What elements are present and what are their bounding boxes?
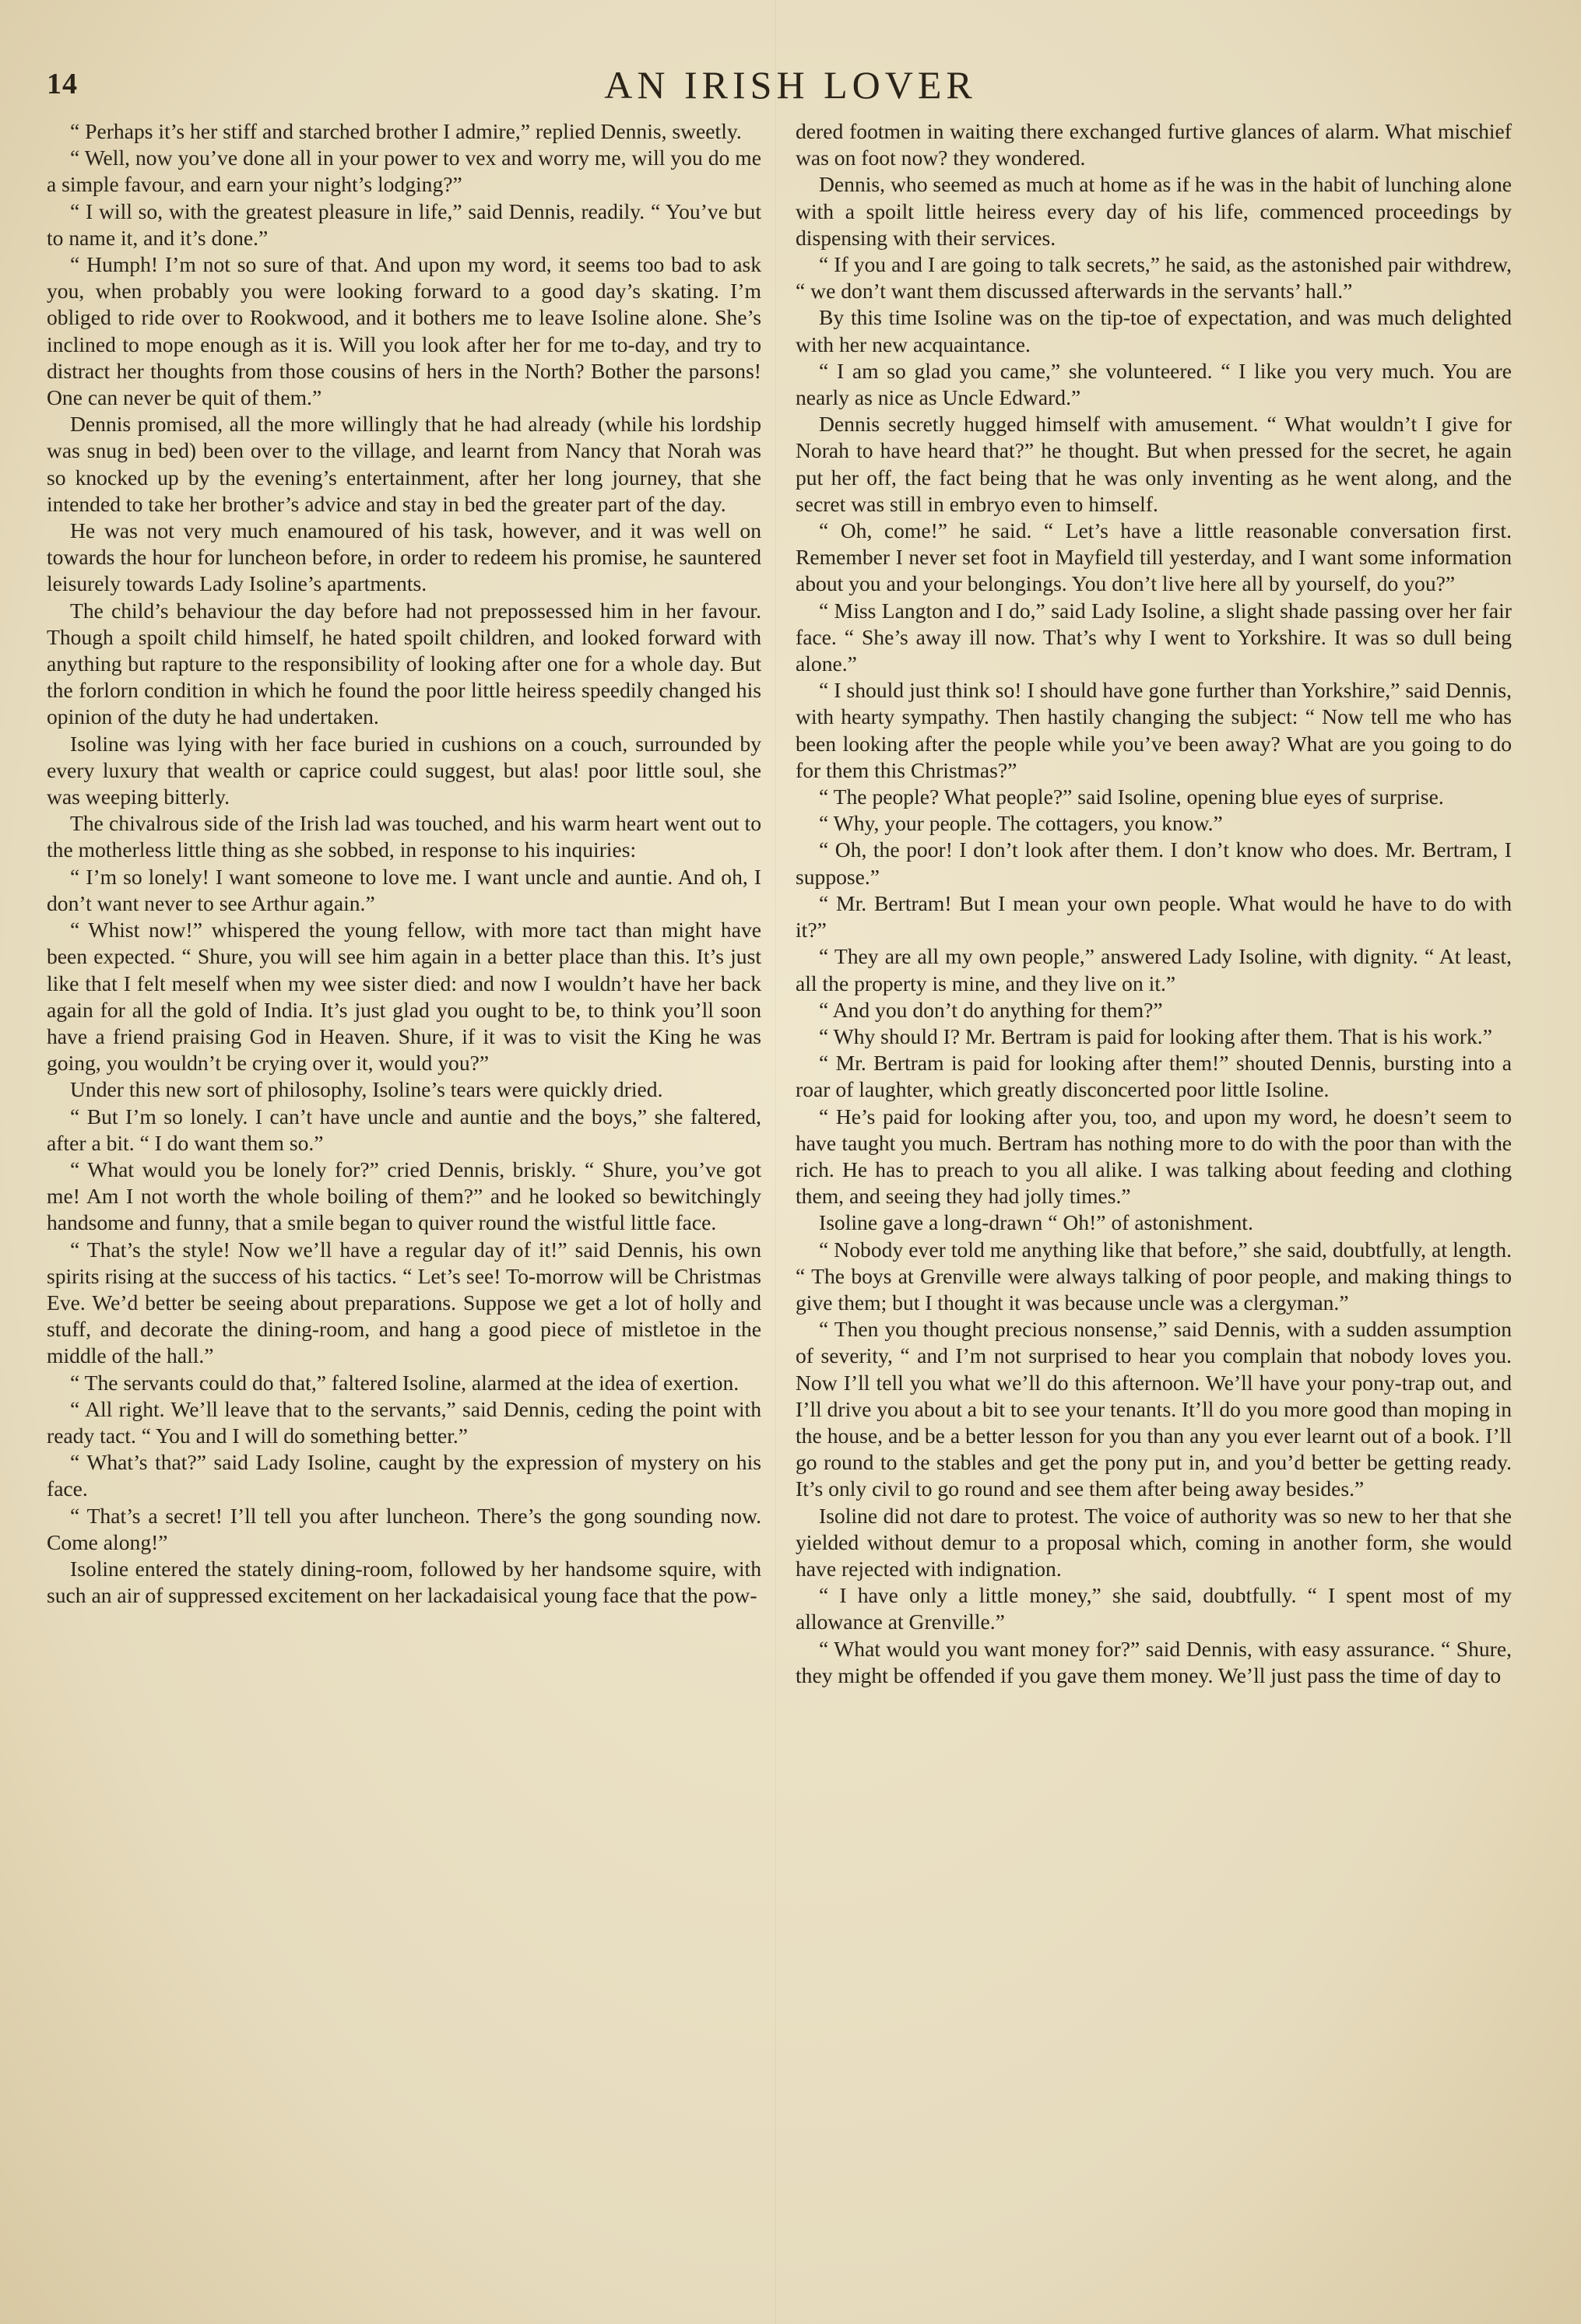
paragraph: “ He’s paid for looking after you, too, and upon my word, he doesn’t seem to have taught you much. Bertram has nothing more to do with the poor than with the rich. He has to preach to you all alike. I was talking about feeding and clothing them, and seeing they had jolly times.” — [796, 1104, 1512, 1209]
paragraph: Isoline entered the stately dining-room, followed by her handsome squire, with such an air of suppressed excitement on her lackadaisical young face that the pow- — [47, 1556, 761, 1608]
paragraph: “ Miss Langton and I do,” said Lady Isoline, a slight shade passing over her fair face. “ She’s away ill now. That’s why I went to Yorkshire. It was so dull being alone.” — [796, 598, 1512, 676]
paragraph: Isoline gave a long-drawn “ Oh!” of astonishment. — [819, 1210, 1253, 1235]
right-text-column — [796, 118, 1512, 2298]
paragraph: “ The servants could do that,” faltered Isoline, alarmed at the idea of exertion. — [70, 1370, 740, 1395]
paragraph: “ But I’m so lonely. I can’t have uncle and auntie and the boys,” she faltered, after a bit. “ I do want them so.” — [47, 1104, 761, 1155]
paragraph: “ What would you be lonely for?” cried Dennis, briskly. “ Shure, you’ve got me! Am I not worth the whole boiling of them?” and he looked so bewitchingly handsome and funny, that a smile began to quiver round the wistful little face. — [47, 1157, 761, 1235]
paragraph: “ Whist now!” whispered the young fellow, with more tact than might have been expected. “ Shure, you will see him again in a better place than this. It’s just like that I felt meself when my wee sister died: and now I wouldn’t have her back again for all the gold of India. It’s just glad you ought to be, to think you’ll soon have a friend praising God in Heaven. Shure, if it was to visit the King he was going, you wouldn’t be crying over it, would you?” — [47, 918, 761, 1076]
paragraph: “ And you don’t do anything for them?” — [819, 997, 1163, 1022]
paragraph: “ All right. We’ll leave that to the servants,” said Dennis, ceding the point with ready tact. “ You and I will do something better.” — [47, 1396, 761, 1448]
paragraph: “ I’m so lonely! I want someone to love me. I want uncle and auntie. And oh, I don’t want never to see Arthur again.” — [47, 864, 761, 915]
paragraph: Dennis secretly hugged himself with amusement. “ What wouldn’t I give for Norah to have heard that?” he thought. But when pressed for the secret, he again put her off, the fact being that he was only inventing as he went along, and the secret was still in embryo even to himself. — [796, 412, 1512, 516]
paragraph: “ Well, now you’ve done all in your power to vex and worry me, will you do me a simple favour, and earn your night’s lodging?” — [47, 146, 761, 197]
paragraph: “ If you and I are going to talk secrets,” he said, as the astonished pair withdrew, “ we don’t want them discussed afterwards in the servants’ hall.” — [796, 252, 1512, 304]
paragraph: “ What’s that?” said Lady Isoline, caught by the expression of mystery on his face. — [47, 1450, 761, 1501]
page-gutter — [775, 0, 776, 2324]
running-title: AN IRISH LOVER — [604, 63, 977, 107]
paragraph: He was not very much enamoured of his task, however, and it was well on towards the hour for luncheon before, in order to redeem his promise, he sauntered leisurely towards Lady Isoline’s apartments. — [47, 518, 761, 596]
paragraph: “ Mr. Bertram is paid for looking after them!” shouted Dennis, bursting into a roar of laughter, which greatly disconcerted poor little Isoline. — [796, 1051, 1512, 1102]
paragraph: The child’s behaviour the day before had not prepossessed him in her favour. Though a spoilt child himself, he hated spoilt children, and looked forward with anything but rapture to the responsibility of looking after one for a whole day. But the forlorn condition in which he found the poor little heiress speedily changed his opinion of the duty he had undertaken. — [47, 598, 761, 729]
page-header — [0, 62, 1581, 109]
paragraph: “ Perhaps it’s her stiff and starched brother I admire,” replied Dennis, sweetly. — [70, 119, 742, 143]
paragraph: Under this new sort of philosophy, Isoline’s tears were quickly dried. — [70, 1077, 663, 1102]
paragraph: “ Oh, come!” he said. “ Let’s have a little reasonable conversation first. Remember I never set foot in Mayfield till yesterday, and I want some information about you and your belongings. You don’t live here all by yourself, do you?” — [796, 518, 1512, 596]
paragraph: By this time Isoline was on the tip-toe of expectation, and was much delighted with her new acquaintance. — [796, 305, 1512, 356]
paragraph: Isoline did not dare to protest. The voice of authority was so new to her that she yielded without demur to a proposal which, coming in another form, she would have rejected with indignation. — [796, 1503, 1512, 1581]
paragraph: The chivalrous side of the Irish lad was touched, and his warm heart went out to the motherless little thing as she sobbed, in response to his inquiries: — [47, 811, 761, 862]
paragraph: Dennis promised, all the more willingly that he had already (while his lordship was snug in bed) been over to the village, and learnt from Nancy that Norah was so knocked up by the evening’s entertainment, after her long journey, that she intended to take her brother’s advice and stay in bed the greater part of the day. — [47, 412, 761, 516]
paragraph: “ Humph! I’m not so sure of that. And upon my word, it seems too bad to ask you, when probably you were looking forward to a good day’s skating. I’m obliged to ride over to Rookwood, and it bothers me to leave Isoline alone. She’s inclined to mope enough as it is. Will you look after her for me to-day, and try to distract her thoughts from those cousins of hers in the North? Bother the parsons! One can never be quit of them.” — [47, 252, 761, 410]
paragraph: “ Then you thought precious nonsense,” said Dennis, with a sudden assumption of severity, “ and I’m not surprised to hear you complain that nobody loves you. Now I’ll tell you what we’ll do this afternoon. We’ll have your pony-trap out, and I’ll drive you about a bit to see your tenants. It’ll do you more good than moping in the house, and be a better lesson for you than any you ever learnt out of a book. I’ll go round to the stables and get the pony put in, and you’d better be getting ready. It’s only civil to go round and see them after being away besides.” — [796, 1317, 1512, 1501]
page-number: 14 — [47, 68, 78, 100]
left-text-column — [47, 118, 761, 2298]
paragraph: “ Oh, the poor! I don’t look after them. I don’t know who does. Mr. Bertram, I suppose.” — [796, 837, 1512, 889]
paragraph: Dennis, who seemed as much at home as if he was in the habit of lunching alone with a spoilt little heiress every day of his life, commenced proceedings by dispensing with their services. — [796, 172, 1512, 250]
paragraph: “ The people? What people?” said Isoline, opening blue eyes of surprise. — [819, 785, 1444, 809]
paragraph: “ Why, your people. The cottagers, you know.” — [819, 811, 1223, 836]
paragraph: Isoline was lying with her face buried in cushions on a couch, surrounded by every luxury that wealth or caprice could suggest, but alas! poor little soul, she was weeping bitterly. — [47, 731, 761, 809]
paragraph: “ I will so, with the greatest pleasure in life,” said Dennis, readily. “ You’ve but to name it, and it’s done.” — [47, 198, 761, 250]
paragraph: “ I should just think so! I should have gone further than Yorkshire,” said Dennis, with hearty sympathy. Then hastily changing the subject: “ Now tell me who has been looking after the people while you’ve been away? What are you going to do for them this Christmas?” — [796, 678, 1512, 782]
paragraph: dered footmen in waiting there exchanged furtive glances of alarm. What mischief was on foot now? they wondered. — [796, 119, 1512, 170]
paragraph: “ I have only a little money,” she said, doubtfully. “ I spent most of my allowance at Grenville.” — [796, 1583, 1512, 1634]
paragraph: “ Nobody ever told me anything like that before,” she said, doubtfully, at length. “ The boys at Grenville were always talking of poor people, and making things to give them; but I thought it was because uncle was a clergyman.” — [796, 1237, 1512, 1315]
paragraph: “ They are all my own people,” answered Lady Isoline, with dignity. “ At least, all the property is mine, and they live on it.” — [796, 944, 1512, 995]
paragraph: “ Mr. Bertram! But I mean your own people. What would he have to do with it?” — [796, 890, 1512, 943]
paragraph: “ What would you want money for?” said Dennis, with easy assurance. “ Shure, they might be offended if you gave them money. We’ll just pass the time of day to — [796, 1636, 1512, 1687]
paragraph: “ Why should I? Mr. Bertram is paid for looking after them. That is his work.” — [819, 1023, 1492, 1048]
paragraph: “ I am so glad you came,” she volunteered. “ I like you very much. You are nearly as nice as Uncle Edward.” — [796, 358, 1512, 410]
paragraph: “ That’s a secret! I’ll tell you after luncheon. There’s the gong sounding now. Come along!” — [47, 1503, 761, 1554]
paragraph: “ That’s the style! Now we’ll have a regular day of it!” said Dennis, his own spirits rising at the success of his tactics. “ Let’s see! To-morrow will be Christmas Eve. We’d better be seeing about preparations. Suppose we get a lot of holly and stuff, and decorate the dining-room, and hang a good piece of mistletoe in the middle of the hall.” — [47, 1237, 761, 1368]
